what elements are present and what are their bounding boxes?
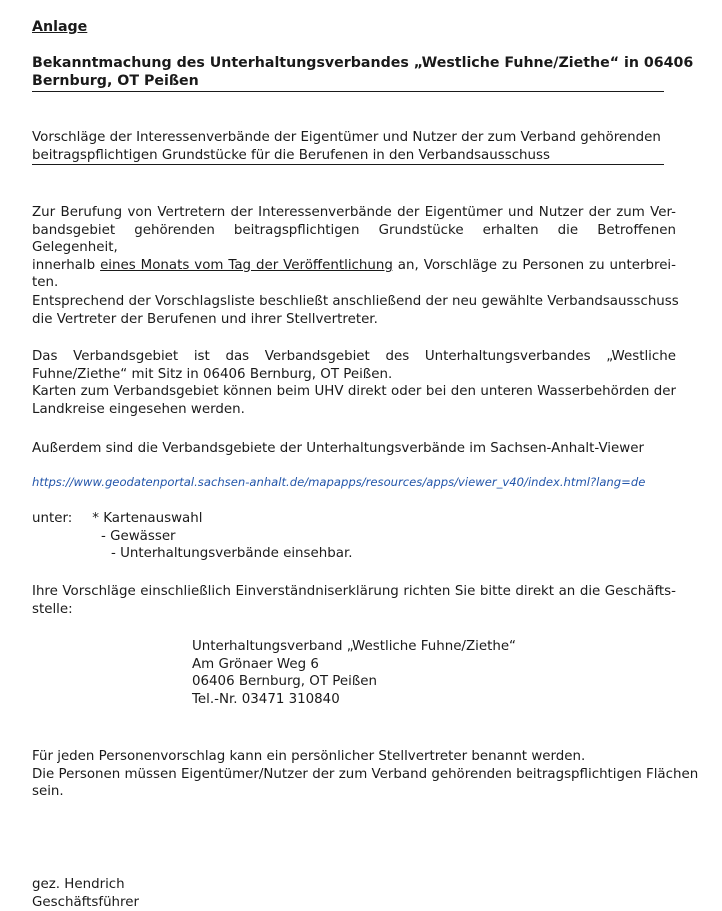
paragraph-stellvertreter: Für jeden Personenvorschlag kann ein persönlicher Stellvertreter benannt werden. Die Personen müssen Eigentümer/Nutzer der zum Verband gehörenden beitragspflichtigen Flächen sein. (32, 748, 696, 801)
title-line-1: Bekanntmachung des Unterhaltungsverbandes „Westliche Fuhne/Ziethe“ in 06406 (32, 55, 676, 73)
signature-role: Geschäftsführer (32, 894, 676, 911)
viewer-link[interactable]: https://www.geodatenportal.sachsen-anhalt.de/mapapps/resources/apps/viewer_v40/index.html?lang=de (32, 474, 676, 492)
document-subtitle (32, 129, 676, 164)
subtitle-rule (32, 164, 664, 165)
unter-label: unter: (32, 511, 72, 526)
navigation-instructions (32, 510, 676, 563)
instruction-item: - Unterhaltungsverbände einsehbar. (32, 545, 676, 563)
subtitle-line-2: beitragspflichtigen Grundstücke für die Berufenen in den Verbandsausschuss (32, 147, 676, 165)
paragraph-viewer: Außerdem sind die Verbandsgebiete der Unterhaltungsverbände im Sachsen-Anhalt-Viewer (32, 440, 676, 458)
paragraph-einreichung: Ihre Vorschläge einschließlich Einverständniserklärung richten Sie bitte direkt an die Geschäfts- stelle: (32, 583, 676, 618)
signature-name: gez. Hendrich (32, 876, 676, 894)
anlage-label: Anlage (32, 19, 676, 37)
paragraph-vorschlagsliste: Entsprechend der Vorschlagsliste beschließt anschließend der neu gewählte Verbandsausschuss die Vertreter der Berufenen und ihrer Stellvertreter. (32, 293, 676, 328)
instruction-item: - Gewässer (32, 528, 676, 546)
address-block (192, 638, 516, 708)
instruction-item: * Kartenauswahl (92, 511, 202, 526)
deadline-text: eines Monats vom Tag der Veröffentlichung (100, 258, 393, 273)
document-title (32, 55, 676, 90)
address-line: Am Grönaer Weg 6 (192, 656, 516, 674)
address-phone: Tel.-Nr. 03471 310840 (192, 691, 516, 709)
paragraph-berufung: Zur Berufung von Vertretern der Interessenverbände der Eigentümer und Nutzer der zum Ver- bandsgebiet gehörenden beitragspflichtigen Grundstücke erhalten die Betroffenen Gelegenheit, innerhalb eines Monats vom Tag der Veröffentlichung an, Vorschläge zu Personen zu unterbrei- ten. (32, 204, 676, 292)
title-rule (32, 91, 664, 92)
subtitle-line-1: Vorschläge der Interessenverbände der Eigentümer und Nutzer der zum Verband gehörenden (32, 129, 676, 147)
address-line: Unterhaltungsverband „Westliche Fuhne/Ziethe“ (192, 638, 516, 656)
title-line-2: Bernburg, OT Peißen (32, 73, 676, 91)
address-line: 06406 Bernburg, OT Peißen (192, 673, 516, 691)
paragraph-verbandsgebiet: Das Verbandsgebiet ist das Verbandsgebiet des Unterhaltungsverbandes „Westliche Fuhne/Ziethe“ mit Sitz in 06406 Bernburg, OT Peißen. Karten zum Verbandsgebiet können beim UHV direkt oder bei den unteren Wasserbehörden der Landkreise eingesehen werden. (32, 348, 676, 418)
signature-block (32, 876, 676, 911)
